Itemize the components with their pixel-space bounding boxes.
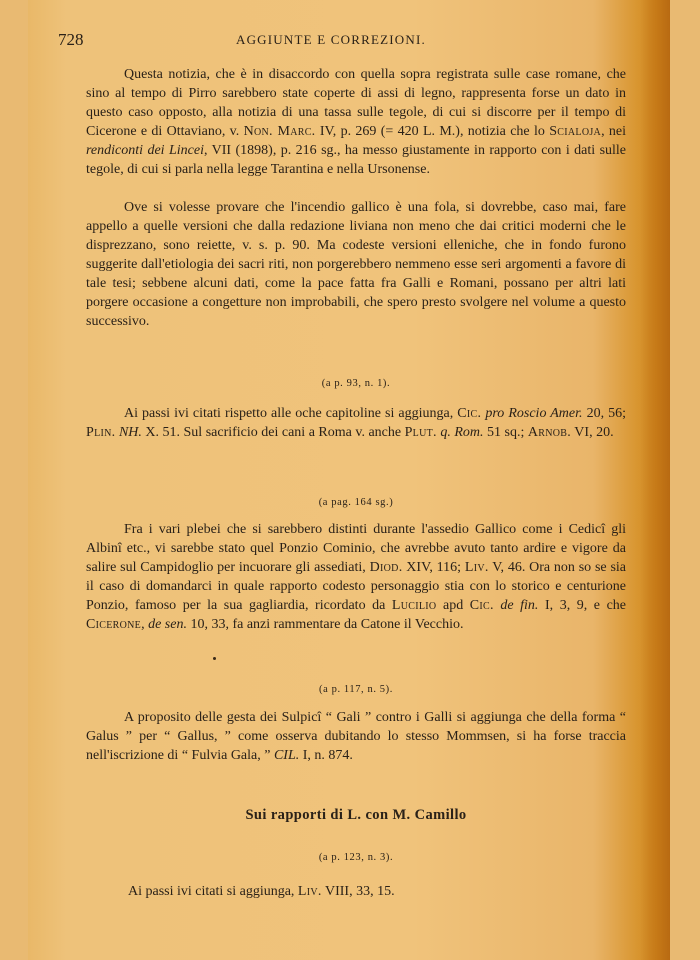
reference-note-1: (a p. 93, n. 1). xyxy=(321,378,391,389)
running-title: AGGIUNTE E CORREZIONI. xyxy=(236,32,426,47)
paragraph-ponzio-cominio: Fra i vari plebei che si sarebbero distinti durante l'assedio Gallico come i Cedicî gli Albinî etc., vi sarebbe stato quel Ponzio Cominio, che avrebbe avuto tanto ardire e vigore da salire sul Campidoglio per incuorare gli assediati, Diod. XIV, 116; Liv. V, 46. Ora non so se sia il caso di domandarci in quale rapporto codesto personaggio stia con lo storico e centurione Ponzio, famoso per la sua gagliardia, ricordato da Lucilio apd Cic. de fin. I, 3, 9, e che Cicerone, de sen. 10, 33, fa anzi rammentare da Catone il Vecchio. xyxy=(86,522,626,632)
reference-note-2: (a pag. 164 sg.) xyxy=(318,497,394,508)
book-spine-shadow xyxy=(640,0,670,960)
paragraph-incendio-gallico: Ove si volesse provare che l'incendio gallico è una fola, si dovrebbe, caso mai, fare appello a quelle versioni che dalla redazione liviana non meno che dai critici moderni che le disprezzano, sono reiette, v. s. p. 90. Ma codeste versioni elleniche, che in fondo furono suggerite dall'etiologia dei sacri riti, non porgerebbero nemmeno esse seri argomenti a favore di tale tesi; sebbene alcuni dati, come la pace fatta fra Galli e Romani, possano per altri lati porgere occasione a congetture non improbabili, che spero presto svolgere nel volume a questo successivo. xyxy=(86,200,626,329)
page-header xyxy=(58,30,528,54)
paragraph-camillo: Ai passi ivi citati si aggiunga, Liv. VIII, 33, 15. xyxy=(128,884,395,899)
reference-note-4: (a p. 123, n. 3). xyxy=(318,852,394,863)
paragraph-tegole: Questa notizia, che è in disaccordo con quella sopra registrata sulle case romane, che sino al tempo di Pirro sarebbero state coperte di assi di legno, rappresenta forse un dato in questo caso opposto, alla notizia di una tassa sulle tegole, di cui si discorre per il tempo di Cicerone e di Ottaviano, v. Non. Marc. IV, p. 269 (= 420 L. M.), notizia che lo Scialoja, nei rendiconti dei Lincei, VII (1898), p. 216 sg., ha messo giustamente in rapporto con i dati sulle tegole, di cui si parla nella legge Tarantina e nella Ursonense. xyxy=(86,67,627,177)
page-number: 728 xyxy=(58,30,84,49)
reference-note-3: (a p. 117, n. 5). xyxy=(319,684,393,695)
paragraph-oche-capitoline: Ai passi ivi citati rispetto alle oche capitoline si aggiunga, Cic. pro Roscio Amer. 20, 56; Plin. NH. X. 51. Sul sacrificio dei cani a Roma v. anche Plut. q. Rom. 51 sq.; Arnob. VI, 20. xyxy=(86,406,627,440)
paragraph-sulpici: A proposito delle gesta dei Sulpicî “ Gali ” contro i Galli si aggiunga che della forma “ Galus ” per “ Gallus, ” come osserva dubitando lo stesso Mommsen, si ha forse traccia nell'iscrizione di “ Fulvia Gala, ” CIL. I, n. 874. xyxy=(86,710,626,763)
ink-speck xyxy=(213,657,216,660)
section-title: Sui rapporti di L. con M. Camillo xyxy=(245,807,467,823)
